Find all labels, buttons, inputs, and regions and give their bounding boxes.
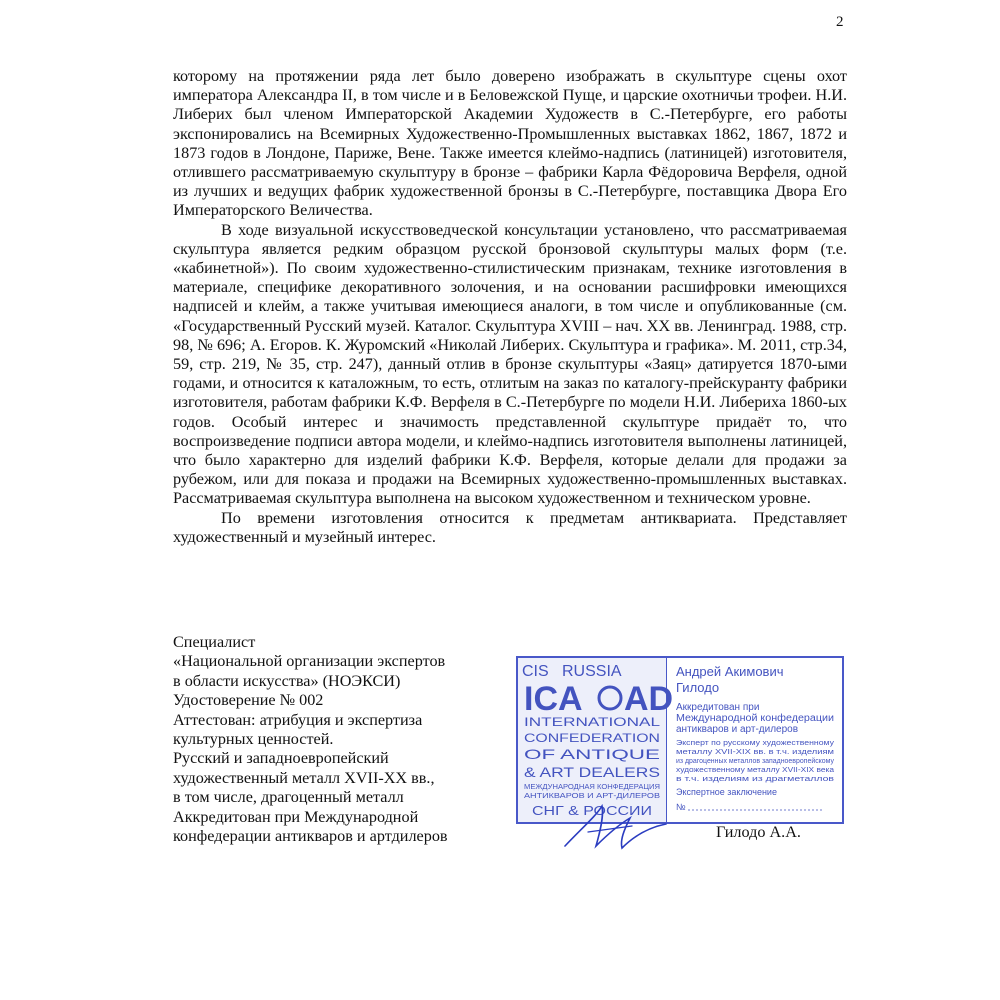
credential-line: Удостоверение № 002	[173, 691, 324, 710]
signer-name: Гилодо А.А.	[716, 823, 801, 841]
signature-stroke	[565, 806, 666, 848]
credential-line: конфедерации антикваров и артдилеров	[173, 827, 448, 846]
paragraph-3: По времени изготовления относится к предметам антиквариата. Представляет художественный и музейный интерес.	[173, 508, 847, 546]
stamp-emblem-text: МЕЖДУНАРОДНАЯ КОНФЕДЕРАЦИЯ	[524, 784, 660, 791]
credential-line: Русский и западноевропейский	[173, 749, 389, 768]
paragraph-2: В ходе визуальной искусствоведческой консультации установлено, что рассматриваемая скульптура является редким образцом русской бронзовой скульптуры малых форм (т.е. «кабинетной»). По своим художественно-стилистическим признакам, технике изготовления в материале, специфике декоративного золочения, и на основании расшифровки имеющихся надписей и клейм, а также учитывая имеющиеся аналоги, в том числе и опубликованные (см. «Государственный Русский музей. Каталог. Скульптура XVIII – нач. XX вв. Ленинград. 1988, стр. 98, № 696; А. Егоров. К. Журомский «Николай Либерих. Скульптура и графика». М. 2011, стр.34, 59, стр. 219, № 35, стр. 247), данный отлив в бронзе скульптуры «Заяц» датируется 1870-ыми годами, и относится к каталожным, то есть, отлитым на заказ по каталогу-прейскуранту фабрики изготовителя, работам фабрики К.Ф. Верфеля в С.-Петербурге по модели Н.И. Либериха 1860-ых годов. Особый интерес и значимость представленной скульптуре придаёт то, что воспроизведение подписи автора модели, и клеймо-надпись изготовителя выполнены латиницей, что было характерно для изделий фабрики К.Ф. Верфеля, которые делали для продажи за рубежом, или для показа и продажи на Всемирных художественно-промышленных выставках. Рассматриваемая скульптура выполнена на высоком художественном и техническом уровне.	[173, 220, 847, 508]
stamp-detail-text: металлу XVII-XIX вв. в т.ч. изделиям	[676, 749, 835, 756]
credential-line: «Национальной организации экспертов	[173, 652, 446, 671]
credential-line: художественный металл XVII-XX вв.,	[173, 768, 435, 787]
credential-line: в том числе, драгоценный металл	[173, 788, 404, 807]
stamp-detail-text: Аккредитован при	[676, 702, 760, 713]
stamp-emblem-text: CONFEDERATION	[524, 731, 660, 745]
stamp-detail-text: Экспертное заключение	[676, 787, 777, 797]
stamp-emblem-text: СНГ & РОССИИ	[532, 803, 652, 818]
stamp-detail-text: из драгоценных металлов западноевропейскому	[676, 758, 836, 765]
credential-line: культурных ценностей.	[173, 730, 334, 749]
stamp-emblem-text: CIS	[522, 663, 549, 680]
document-body	[173, 67, 847, 547]
page-number: 2	[836, 14, 844, 30]
stamp-detail-text: художественному металлу XVII-XIX века	[676, 767, 835, 774]
stamp-emblem-text: AD	[624, 680, 674, 718]
stamp-detail-text: антикваров и арт-дилеров	[676, 724, 799, 735]
stamp-detail-text: Гилодо	[676, 680, 720, 695]
credential-line: в области искусства» (НОЭКСИ)	[173, 671, 401, 690]
handwritten-signature	[560, 788, 680, 858]
stamp-detail-text: Международной конфедерации	[676, 713, 824, 724]
specialist-credentials	[173, 633, 513, 846]
stamp-emblem-text: & ART DEALERS	[524, 764, 660, 780]
stamp-details	[668, 658, 842, 822]
credential-line: Аккредитован при Международной	[173, 807, 419, 826]
stamp-detail-text: Эксперт по русскому художественному	[676, 740, 835, 747]
stamp-emblem-text: ICA	[524, 680, 583, 718]
credential-line: Специалист	[173, 633, 256, 651]
stamp-emblem-text: RUSSIA	[562, 663, 622, 680]
stamp-detail-text: Андрей Акимович	[676, 664, 784, 679]
stamp-detail-text: №	[676, 802, 686, 812]
stamp-emblem-text: OF ANTIQUE	[524, 746, 660, 762]
stamp-details-graphic	[674, 662, 838, 820]
credential-line: Аттестован: атрибуция и экспертиза	[173, 710, 423, 729]
paragraph-1: которому на протяжении ряда лет было доверено изображать в скульптуре сцены охот императора Александра II, в том числе и в Беловежской Пуще, и царские охотничьи трофеи. Н.И. Либерих был членом Императорской Академии Художеств в С.-Петербурге, его работы экспонировались на Всемирных Художественно-Промышленных выставках 1862, 1867, 1872 и 1873 годов в Лондоне, Париже, Вене. Также имеется клеймо-надпись (латиницей) изготовителя, отлившего рассматриваемую скульптуру в бронзе – фабрики Карла Фёдоровича Верфеля, одной из лучших и ведущих фабрик художественной бронзы в С.-Петербурге, поставщика Двора Его Императорского Величества.	[173, 67, 847, 220]
stamp-emblem-text: АНТИКВАРОВ И АРТ-ДИЛЕРОВ	[524, 793, 661, 800]
stamp-emblem-text: INTERNATIONAL	[524, 715, 661, 729]
stamp-detail-text: в т.ч. изделиям из драгметаллов	[676, 776, 835, 783]
stamp-monogram-icon	[599, 687, 621, 709]
